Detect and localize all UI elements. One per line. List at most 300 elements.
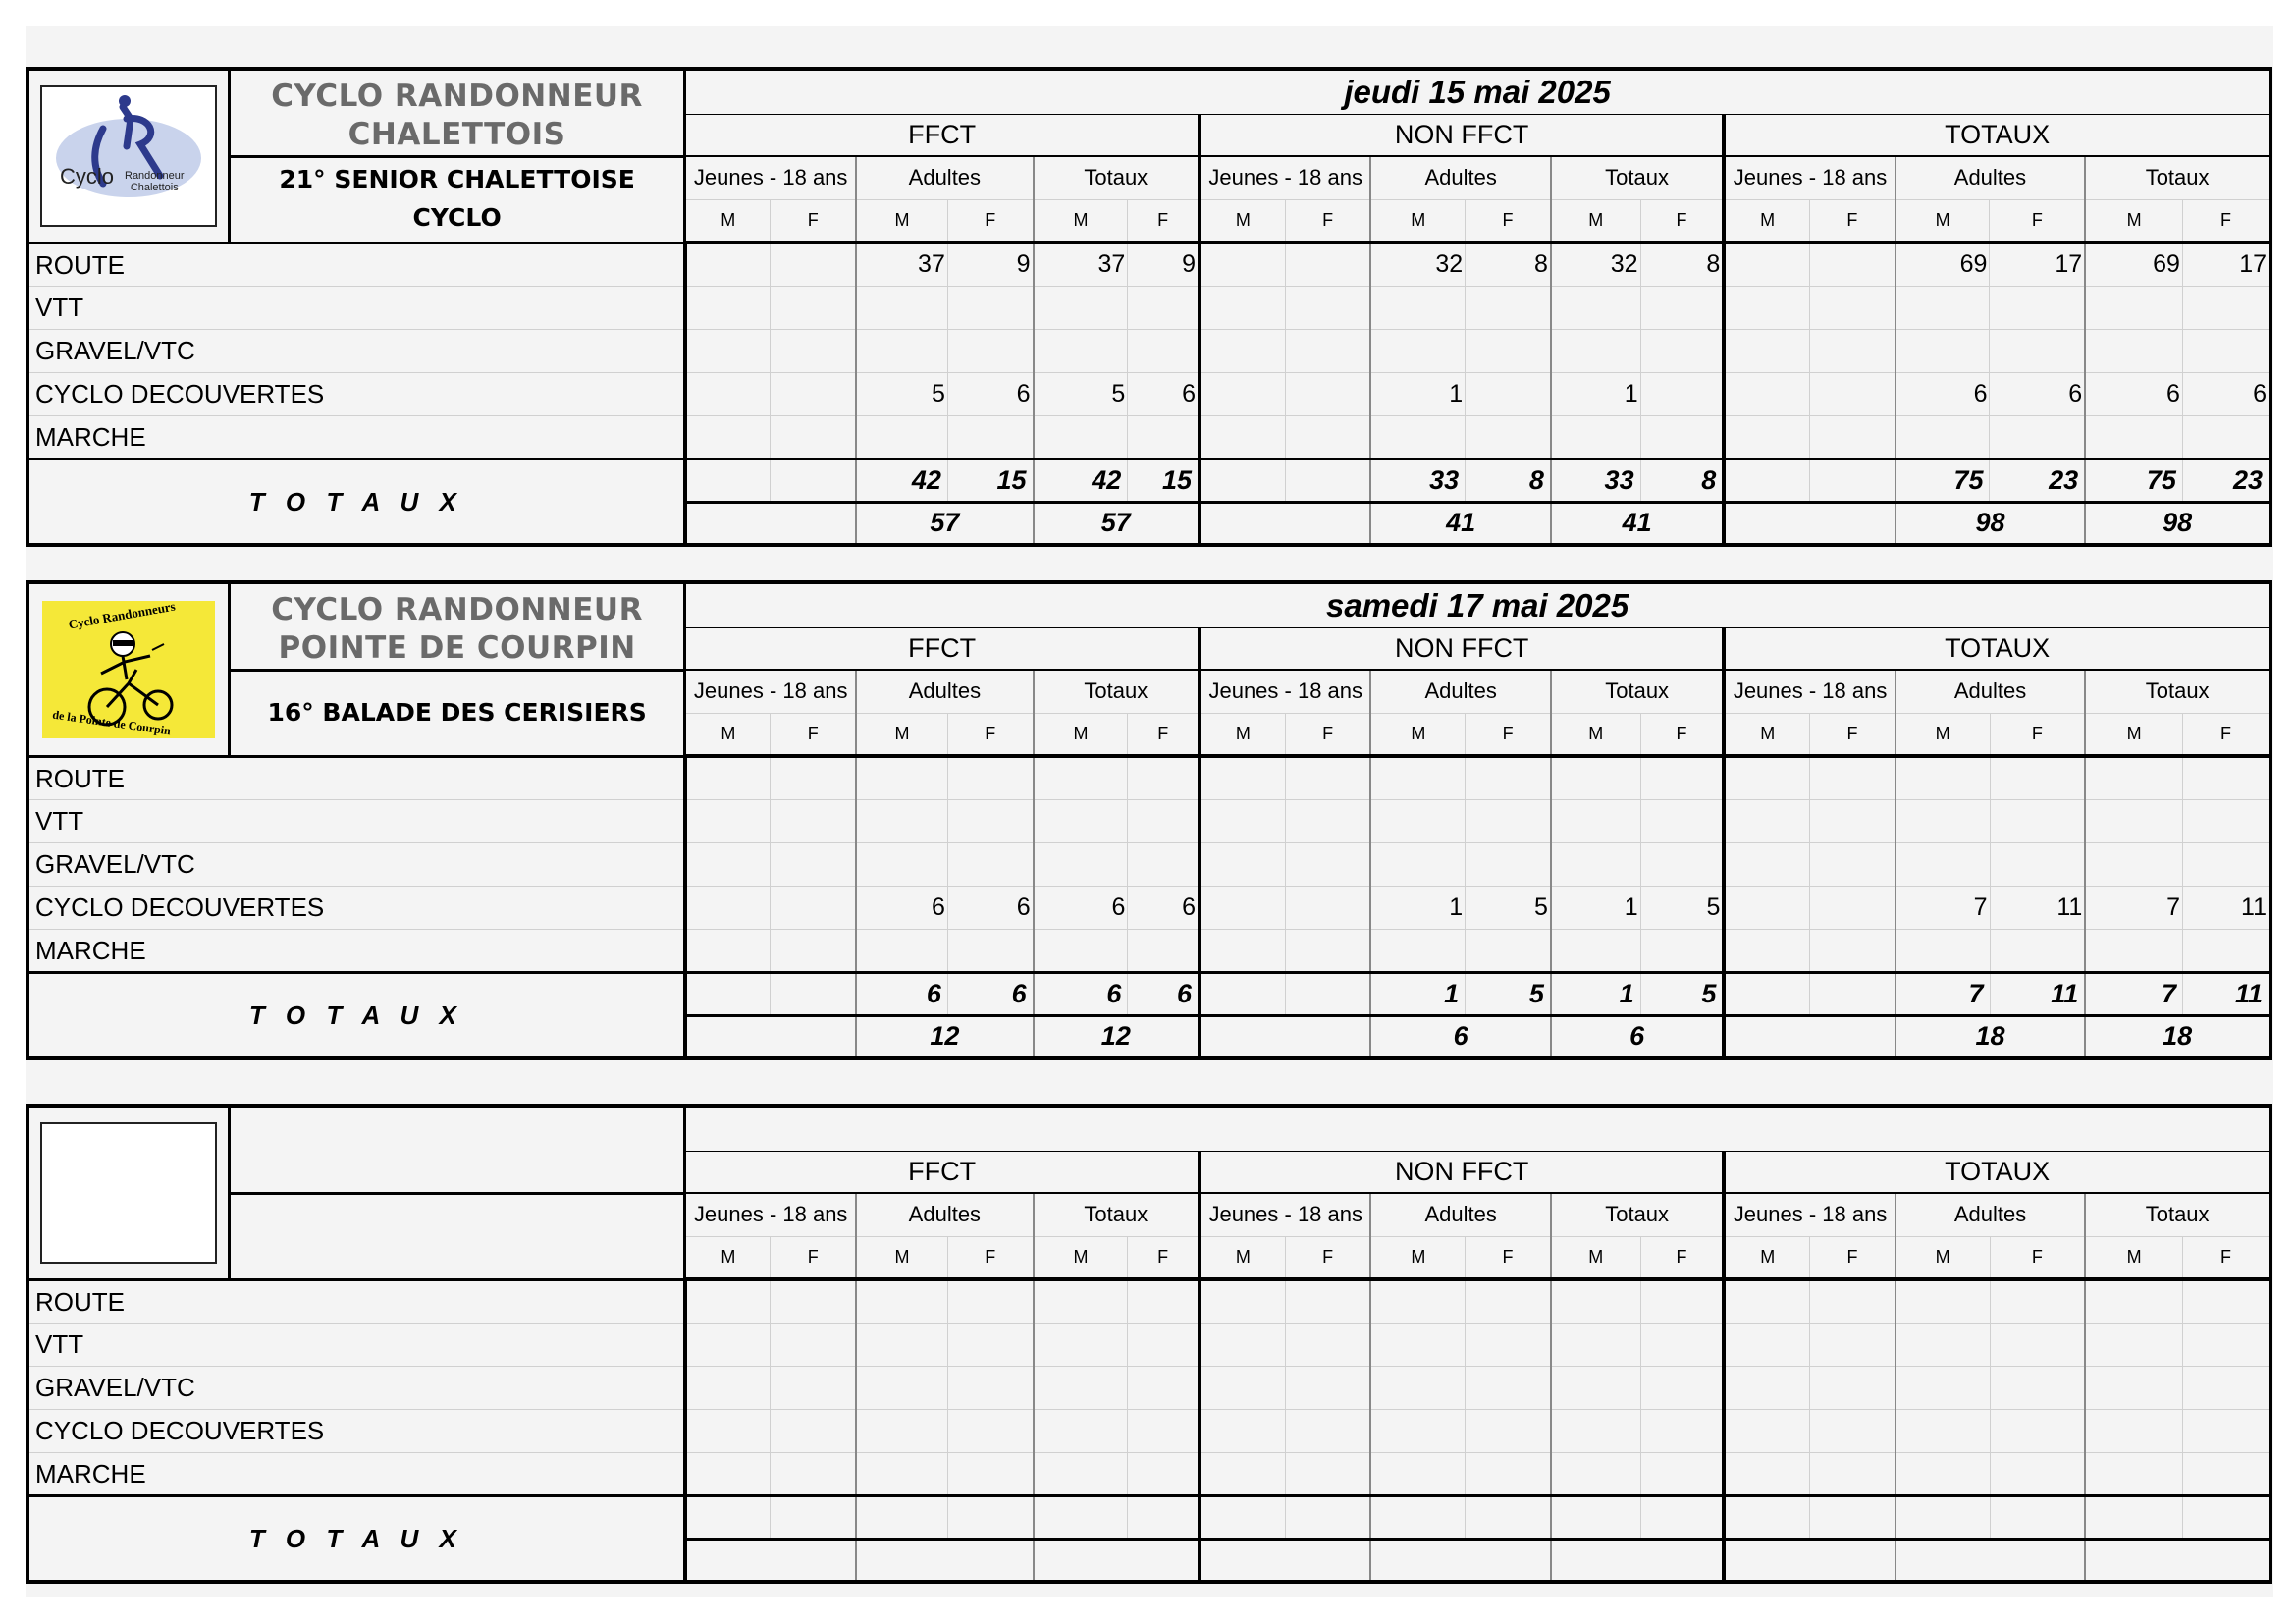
count-cell [856,329,947,372]
total-cell [1466,1495,1551,1539]
gender-m-header: M [1370,713,1465,756]
count-cell [1896,1409,1990,1452]
total-cell: 1 [1551,972,1640,1015]
count-cell [856,1409,947,1452]
gender-f-header: F [1640,713,1724,756]
row-label: MARCHE [27,415,685,459]
table-row [27,756,2270,799]
grand-total-cell: 41 [1370,502,1550,545]
count-cell [771,756,856,799]
gender-f-header: F [1810,713,1896,756]
row-label: GRAVEL/VTC [27,842,685,886]
gender-f-header: F [1810,199,1896,243]
event-count-table [26,1104,2272,1584]
total-cell: 23 [1990,459,2085,502]
count-cell [1896,1323,1990,1366]
count-cell [1370,756,1465,799]
total-cell [947,1495,1033,1539]
gender-f-header: F [1285,1236,1370,1279]
count-cell [1990,1323,2085,1366]
count-cell [1640,842,1724,886]
event-count-table [26,67,2272,547]
count-cell [1285,842,1370,886]
count-cell: 11 [2183,886,2270,929]
club-name-line1: CYCLO RANDONNEUR [230,582,685,627]
count-cell [1896,415,1990,459]
logo-text-top: Cyclo Randonneurs [67,598,177,632]
row-label: MARCHE [27,929,685,972]
gender-f-header: F [1128,1236,1200,1279]
count-cell: 69 [2085,243,2182,286]
count-cell [856,415,947,459]
gender-m-header: M [1551,713,1640,756]
count-cell [856,1323,947,1366]
subgroup-header: Totaux [1034,156,1200,199]
total-cell [1200,1495,1285,1539]
count-cell [771,286,856,329]
count-cell [685,1279,771,1323]
count-cell [1724,329,1809,372]
count-cell [771,799,856,842]
count-cell [2085,1279,2182,1323]
count-cell [1990,329,2085,372]
totals-row [27,459,2270,502]
subgroup-header: Adultes [856,1193,1033,1236]
count-cell [1896,842,1990,886]
count-cell [1810,929,1896,972]
count-cell [685,243,771,286]
count-cell [1285,1279,1370,1323]
gender-m-header: M [1034,199,1128,243]
count-cell [1200,799,1285,842]
count-cell: 6 [2182,372,2270,415]
total-cell: 7 [2085,972,2182,1015]
subgroup-header: Adultes [1370,156,1550,199]
count-cell [1640,1452,1724,1495]
count-cell [2183,756,2270,799]
count-cell [1285,1409,1370,1452]
count-cell [947,799,1033,842]
grand-total-cell [685,1015,856,1058]
count-cell [1810,1366,1896,1409]
total-cell: 1 [1370,972,1465,1015]
row-label: CYCLO DECOUVERTES [27,372,685,415]
count-cell: 1 [1370,886,1465,929]
count-cell [771,1409,856,1452]
count-cell [1810,1323,1896,1366]
table-row [27,1279,2270,1323]
subgroup-header: Adultes [856,156,1033,199]
subgroup-header: Jeunes - 18 ans [685,156,856,199]
group-header-ffct: FFCT [685,114,1200,156]
club-logo [27,582,230,756]
gender-f-header: F [1640,199,1724,243]
count-cell [1810,415,1896,459]
count-cell [1285,372,1370,415]
count-cell [1990,929,2085,972]
count-cell [1034,1452,1128,1495]
grand-total-cell: 18 [2085,1015,2270,1058]
count-cell [1285,1452,1370,1495]
count-cell [1128,842,1200,886]
table-row [27,799,2270,842]
count-cell [1200,243,1285,286]
subgroup-header: Jeunes - 18 ans [1724,156,1895,199]
count-cell [1466,1452,1551,1495]
count-cell [2182,415,2270,459]
count-cell [2085,842,2182,886]
grand-total-cell [1370,1539,1550,1582]
count-cell [1370,929,1465,972]
grand-total-cell [1551,1539,1724,1582]
count-cell [1724,886,1809,929]
total-cell [771,459,856,502]
table-row [27,1409,2270,1452]
count-cell [1990,842,2085,886]
count-cell [685,1409,771,1452]
gender-f-header: F [771,713,856,756]
totals-label: T O T A U X [27,972,685,1058]
count-cell [771,1279,856,1323]
count-cell [685,1366,771,1409]
count-cell [1990,286,2085,329]
event-date: samedi 17 mai 2025 [685,582,2270,627]
total-cell [1724,1495,1809,1539]
count-cell: 7 [1896,886,1990,929]
count-cell [1724,1279,1809,1323]
gender-m-header: M [1551,199,1640,243]
count-cell: 9 [947,243,1033,286]
club-logo [27,69,230,243]
total-cell [1200,459,1285,502]
subgroup-header: Totaux [1551,670,1724,713]
count-cell [771,929,856,972]
total-cell: 6 [856,972,947,1015]
table-row [27,886,2270,929]
grand-total-cell: 41 [1551,502,1724,545]
count-cell [1810,756,1896,799]
total-cell: 6 [947,972,1033,1015]
count-cell [1896,929,1990,972]
count-cell: 5 [856,372,947,415]
event-name-line2: CYCLO [412,203,502,232]
count-cell [685,1323,771,1366]
gender-m-header: M [1724,199,1809,243]
count-cell [2183,842,2270,886]
count-cell: 5 [1466,886,1551,929]
gender-m-header: M [856,1236,947,1279]
count-cell [947,756,1033,799]
grand-total-cell: 6 [1551,1015,1724,1058]
count-cell [1370,286,1465,329]
count-cell [1990,756,2085,799]
subgroup-header: Jeunes - 18 ans [1200,670,1370,713]
count-cell [771,1323,856,1366]
total-cell: 15 [947,459,1033,502]
total-cell [1810,972,1896,1015]
subgroup-header: Adultes [1370,1193,1550,1236]
grand-total-cell [1896,1539,2085,1582]
count-cell [1551,756,1640,799]
count-cell [1724,1366,1809,1409]
grand-total-cell [856,1539,1033,1582]
gender-f-header: F [1990,713,2085,756]
event-count-table [26,580,2272,1060]
count-cell [1200,1323,1285,1366]
count-cell [2085,1409,2182,1452]
count-cell [856,1279,947,1323]
count-cell [947,1409,1033,1452]
gender-f-header: F [1990,1236,2085,1279]
table-row [27,415,2270,459]
count-cell [2085,756,2182,799]
count-cell: 11 [1990,886,2085,929]
group-header-non-ffct: NON FFCT [1200,114,1724,156]
count-cell [1128,1409,1200,1452]
count-cell [1640,286,1724,329]
count-cell: 1 [1551,886,1640,929]
total-cell: 8 [1466,459,1551,502]
count-cell: 6 [947,886,1033,929]
grand-total-cell [1034,1539,1200,1582]
count-cell [1640,1366,1724,1409]
subgroup-header: Totaux [2085,670,2270,713]
count-cell [1551,842,1640,886]
gender-f-header: F [947,199,1033,243]
count-cell [685,372,771,415]
gender-f-header: F [2183,713,2270,756]
count-cell [947,329,1033,372]
gender-m-header: M [685,199,771,243]
totals-label: T O T A U X [27,1495,685,1582]
count-cell [1370,1409,1465,1452]
total-cell [1370,1495,1465,1539]
subgroup-header: Totaux [1551,156,1724,199]
count-cell [1724,1452,1809,1495]
count-cell [2183,929,2270,972]
count-cell [1370,415,1465,459]
totals-row [27,972,2270,1015]
grand-total-cell: 98 [1896,502,2085,545]
count-cell [1370,799,1465,842]
table-row [27,842,2270,886]
count-cell: 6 [1034,886,1128,929]
total-cell [1285,459,1370,502]
count-cell [1640,372,1724,415]
row-label: VTT [27,799,685,842]
total-cell [685,459,771,502]
count-cell [685,415,771,459]
gender-m-header: M [1896,199,1990,243]
gender-f-header: F [1466,199,1551,243]
grand-total-cell [1200,502,1370,545]
count-cell [2085,929,2182,972]
gender-f-header: F [1466,1236,1551,1279]
count-cell [856,756,947,799]
gender-f-header: F [771,1236,856,1279]
count-cell [1200,1279,1285,1323]
grand-total-cell: 6 [1370,1015,1550,1058]
count-cell [1810,1452,1896,1495]
row-label: GRAVEL/VTC [27,329,685,372]
subgroup-header: Adultes [1370,670,1550,713]
count-cell [2085,799,2182,842]
count-cell: 6 [947,372,1033,415]
count-cell [856,1366,947,1409]
row-label: ROUTE [27,1279,685,1323]
count-cell: 37 [856,243,947,286]
subgroup-header: Totaux [2085,1193,2270,1236]
count-cell [1990,1452,2085,1495]
count-cell [1724,799,1809,842]
count-cell [1810,842,1896,886]
total-cell [1896,1495,1990,1539]
grand-total-cell [2085,1539,2270,1582]
group-header-totaux: TOTAUX [1724,114,2270,156]
table-row [27,929,2270,972]
count-cell [1896,1366,1990,1409]
gender-f-header: F [1285,713,1370,756]
grand-total-cell: 12 [856,1015,1033,1058]
count-cell [771,372,856,415]
count-cell [1724,842,1809,886]
grand-total-cell: 18 [1896,1015,2085,1058]
count-cell [1034,1366,1128,1409]
count-cell [1200,1452,1285,1495]
total-cell: 5 [1640,972,1724,1015]
total-cell [1810,459,1896,502]
total-cell: 15 [1128,459,1200,502]
gender-m-header: M [856,713,947,756]
count-cell [1200,756,1285,799]
count-cell [1466,756,1551,799]
count-cell [1551,1409,1640,1452]
table-row [27,329,2270,372]
grand-total-cell [685,1539,856,1582]
count-cell [1466,1409,1551,1452]
count-cell [1285,1323,1370,1366]
count-cell [1640,1323,1724,1366]
count-cell: 7 [2085,886,2182,929]
count-cell [1466,415,1551,459]
count-cell: 6 [1990,372,2085,415]
total-cell: 33 [1370,459,1465,502]
grand-total-cell [1724,502,1895,545]
count-cell [1990,415,2085,459]
subgroup-header: Jeunes - 18 ans [1724,1193,1895,1236]
subgroup-header: Totaux [2085,156,2270,199]
event-name [230,1193,685,1279]
count-cell [1034,286,1128,329]
gender-m-header: M [1034,713,1128,756]
count-cell [1200,415,1285,459]
count-cell [1810,1279,1896,1323]
row-label: ROUTE [27,243,685,286]
total-cell: 42 [1034,459,1128,502]
total-cell [771,972,856,1015]
row-label: VTT [27,1323,685,1366]
total-cell: 23 [2182,459,2270,502]
total-cell [771,1495,856,1539]
count-cell [1466,286,1551,329]
count-cell [685,286,771,329]
count-cell [1370,1366,1465,1409]
count-cell [1466,1279,1551,1323]
table-row [27,286,2270,329]
count-cell [1724,756,1809,799]
count-cell [685,929,771,972]
gender-m-header: M [1370,1236,1465,1279]
row-label: CYCLO DECOUVERTES [27,1409,685,1452]
count-cell [2182,329,2270,372]
total-cell: 42 [856,459,947,502]
subgroup-header: Jeunes - 18 ans [1200,156,1370,199]
count-cell [1724,415,1809,459]
count-cell [1810,329,1896,372]
event-name [230,156,685,243]
count-cell [1640,1279,1724,1323]
group-header-ffct: FFCT [685,627,1200,670]
count-cell [771,1452,856,1495]
gender-f-header: F [1285,199,1370,243]
total-cell [856,1495,947,1539]
logo-text-small2: Chalettois [130,181,179,193]
count-cell [1370,329,1465,372]
grand-total-cell: 57 [1034,502,1200,545]
count-cell [1990,1279,2085,1323]
gender-m-header: M [1724,713,1809,756]
subgroup-header: Totaux [1551,1193,1724,1236]
total-cell [1640,1495,1724,1539]
count-cell [1285,243,1370,286]
count-cell [2085,1366,2182,1409]
subgroup-header: Adultes [1896,156,2085,199]
grand-total-cell: 57 [856,502,1033,545]
subgroup-header: Adultes [856,670,1033,713]
total-cell [1285,972,1370,1015]
gender-m-header: M [1200,713,1285,756]
count-cell [1285,1366,1370,1409]
count-cell [1466,372,1551,415]
count-cell [1466,799,1551,842]
count-cell [771,886,856,929]
gender-m-header: M [685,1236,771,1279]
count-cell [1640,756,1724,799]
count-cell [1200,929,1285,972]
count-cell [771,842,856,886]
count-cell [771,1366,856,1409]
count-cell [1551,329,1640,372]
count-cell [1466,929,1551,972]
total-cell [1990,1495,2085,1539]
grand-total-cell: 12 [1034,1015,1200,1058]
count-cell [1551,1452,1640,1495]
count-cell [1034,415,1128,459]
count-cell [1285,286,1370,329]
crc-cyclist-logo-icon [40,85,217,227]
gender-f-header: F [1128,199,1200,243]
count-cell [947,1452,1033,1495]
count-cell [1200,1409,1285,1452]
count-cell: 5 [1034,372,1128,415]
count-cell [2183,1452,2270,1495]
count-cell: 9 [1128,243,1200,286]
count-cell [1370,1323,1465,1366]
logo-text-bottom: de la Pointe de Courpin [51,707,172,738]
count-cell [1990,1409,2085,1452]
table-row [27,1452,2270,1495]
count-cell: 69 [1896,243,1990,286]
